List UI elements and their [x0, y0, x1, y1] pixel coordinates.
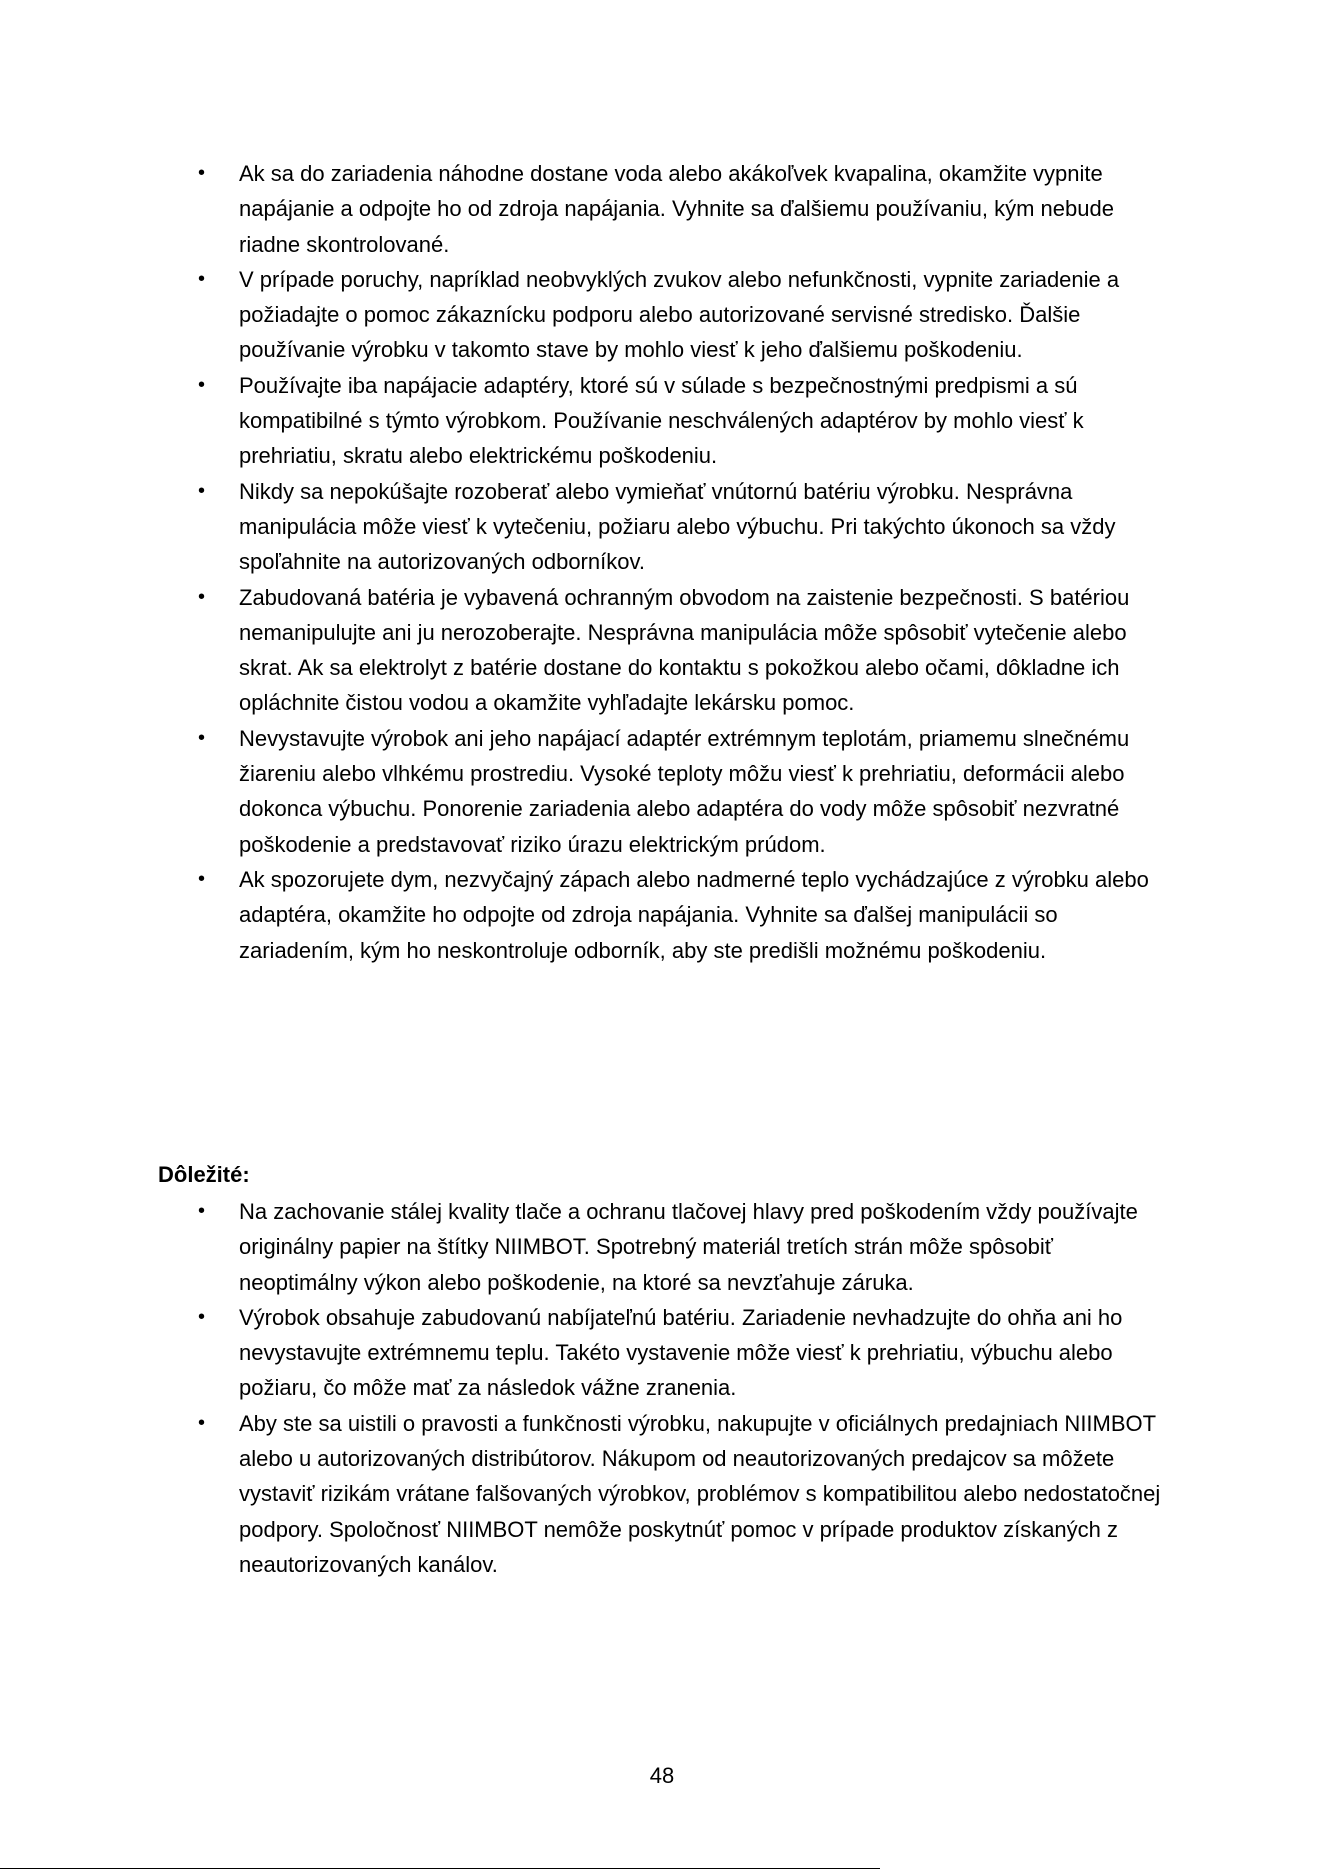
list-item [198, 262, 1173, 368]
list-item [198, 156, 1173, 262]
list-item-text: Ak sa do zariadenia náhodne dostane voda alebo akákoľvek kvapalina, okamžite vypnite napájanie a odpojte ho od zdroja napájania. Vyhnite sa ďalšiemu používaniu, kým nebude riadne skontrolované. [239, 161, 1114, 257]
bullet-icon: • [198, 1305, 206, 1328]
bullet-icon: • [198, 726, 206, 749]
safety-list [198, 156, 1173, 968]
important-heading: Dôležité: [158, 1162, 250, 1187]
footer-divider [0, 1868, 880, 1869]
bullet-icon: • [198, 867, 206, 890]
bullet-icon: • [198, 479, 206, 502]
list-item [198, 474, 1173, 580]
bullet-icon: • [198, 267, 206, 290]
list-item [198, 1406, 1173, 1582]
list-item-text: Používajte iba napájacie adaptéry, ktoré sú v súlade s bezpečnostnými predpismi a sú kompatibilné s týmto výrobkom. Používanie neschválených adaptérov by mohlo viesť k prehriatiu, skratu alebo elektrickému poškodeniu. [239, 372, 1084, 469]
list-item [198, 1194, 1173, 1300]
list-item [198, 580, 1173, 721]
list-item-text: Nevystavujte výrobok ani jeho napájací adaptér extrémnym teplotám, priamemu slnečnému žiareniu alebo vlhkému prostrediu. Vysoké teploty môžu viesť k prehriatiu, deformácii alebo dokonca výbuchu. Ponorenie zariadenia alebo adaptéra do vody môže spôsobiť nezvratné poškodenie a predstavovať riziko úrazu elektrickým prúdom. [239, 725, 1130, 857]
page-number: 48 [649, 1763, 675, 1788]
important-list [198, 1194, 1173, 1582]
bullet-icon: • [198, 1200, 206, 1222]
bullet-icon: • [198, 1411, 206, 1434]
list-item-text: V prípade poruchy, napríklad neobvyklých zvukov alebo nefunkčnosti, vypnite zariadenie a požiadajte o pomoc zákaznícku podporu alebo autorizované servisné stredisko. Ďalšie používanie výrobku v takomto stave by mohlo viesť k jeho ďalšiemu poškodeniu. [239, 266, 1120, 363]
list-item [198, 862, 1173, 968]
list-item [198, 721, 1173, 862]
list-item-text: Ak spozorujete dym, nezvyčajný zápach alebo nadmerné teplo vychádzajúce z výrobku alebo adaptéra, okamžite ho odpojte od zdroja napájania. Vyhnite sa ďalšej manipulácii so zariadením, kým ho neskontroluje odborník, aby ste predišli možnému poškodeniu. [239, 866, 1149, 963]
bullet-icon: • [198, 373, 206, 396]
bullet-icon: • [198, 585, 206, 608]
list-item-text: Na zachovanie stálej kvality tlače a ochranu tlačovej hlavy pred poškodením vždy používajte originálny papier na štítky NIIMBOT. Spotrebný materiál tretích strán môže spôsobiť neoptimálny výkon alebo poškodenie, na ktoré sa nevzťahuje záruka. [239, 1199, 1138, 1295]
list-item [198, 368, 1173, 474]
list-item [198, 1300, 1173, 1406]
list-item-text: Nikdy sa nepokúšajte rozoberať alebo vymieňať vnútornú batériu výrobku. Nesprávna manipulácia môže viesť k vytečeniu, požiaru alebo výbuchu. Pri takýchto úkonoch sa vždy spoľahnite na autorizovaných odborníkov. [239, 478, 1116, 575]
list-item-text: Aby ste sa uistili o pravosti a funkčnosti výrobku, nakupujte v oficiálnych predajniach NIIMBOT alebo u autorizovaných distribútorov. Nákupom od neautorizovaných predajcov sa môžete vystaviť rizikám vrátane falšovaných výrobkov, problémov s kompatibilitou alebo nedostatočnej podpory. Spoločnosť NIIMBOT nemôže poskytnúť pomoc v prípade produktov získaných z neautorizovaných kanálov. [239, 1410, 1161, 1577]
list-item-text: Výrobok obsahuje zabudovanú nabíjateľnú batériu. Zariadenie nevhadzujte do ohňa ani ho nevystavujte extrémnemu teplu. Takéto vystavenie môže viesť k prehriatiu, výbuchu alebo požiaru, čo môže mať za následok vážne zranenia. [239, 1304, 1123, 1401]
bullet-icon: • [198, 162, 206, 184]
list-item-text: Zabudovaná batéria je vybavená ochranným obvodom na zaistenie bezpečnosti. S batériou nemanipulujte ani ju nerozoberajte. Nesprávna manipulácia môže spôsobiť vytečenie alebo skrat. Ak sa elektrolyt z batérie dostane do kontaktu s pokožkou alebo očami, dôkladne ich opláchnite čistou vodou a okamžite vyhľadajte lekársku pomoc. [239, 584, 1130, 716]
